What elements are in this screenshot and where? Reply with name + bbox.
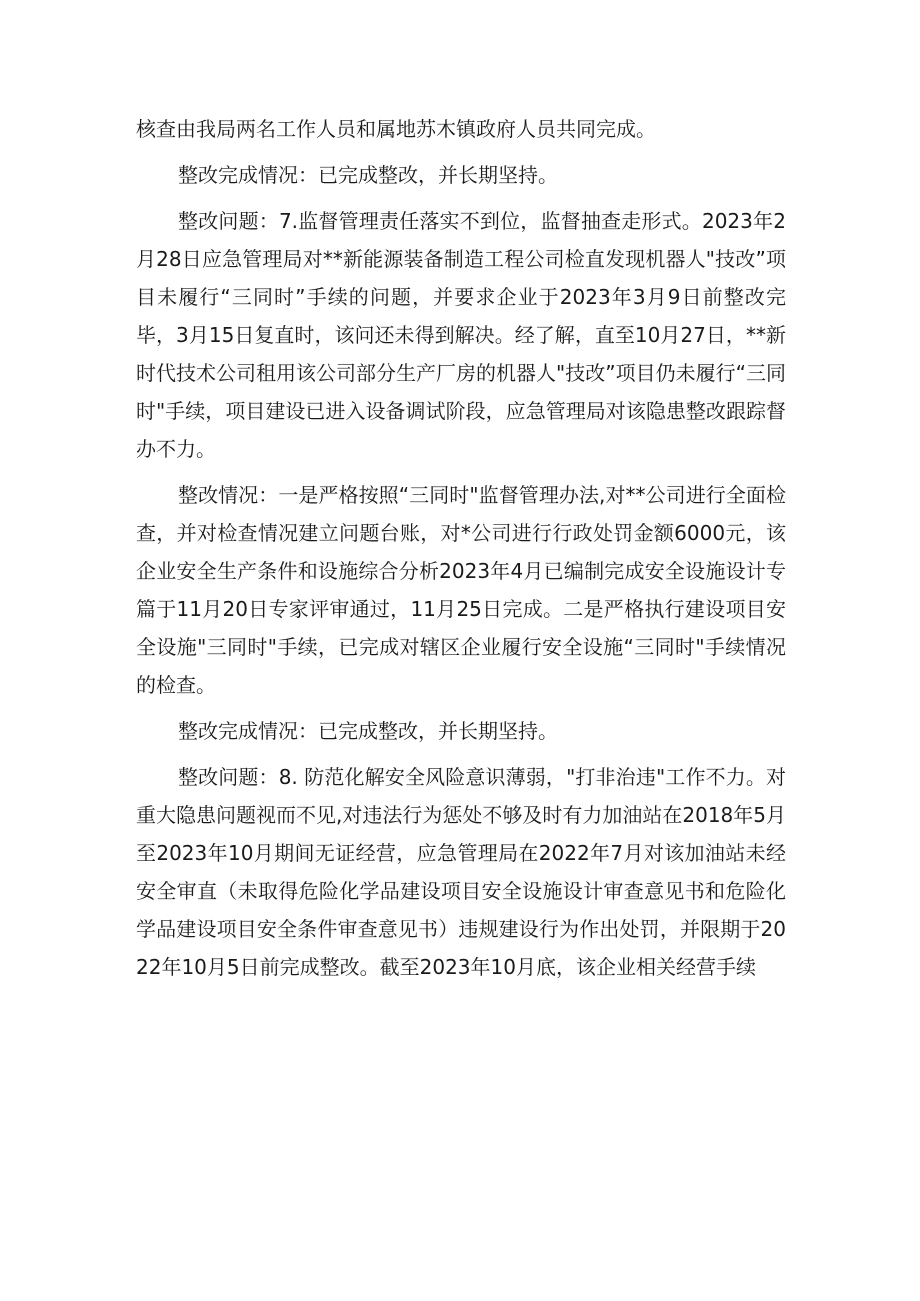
paragraph-issue-8: 整改问题：8. 防范化解安全风险意识薄弱，"打非治违"工作不力。对重大隐患问题视而不见,对违法行为惩处不够及时有力加油站在2018年5月至2023年10月期间无证经营，应急管理局在2022年7月对该加油站未经安全审直（未取得危险化学品建设项目安全设施设计审查意见书和危险化学品建设项目安全条件审查意见书）违规建设行为作出处罚，并限期于2022年10月5日前完成整改。截至2023年10月底，该企业相关经营手续 — [136, 765, 786, 979]
document-body — [136, 110, 786, 986]
paragraph-completion-status-2: 整改完成情况：已完成整改，并长期坚持。 — [178, 719, 558, 743]
paragraph-verification-note: 核查由我局两名工作人员和属地苏木镇政府人员共同完成。 — [136, 117, 656, 141]
paragraph-completion-status-1: 整改完成情况：已完成整改，并长期坚持。 — [178, 163, 558, 187]
paragraph-gap — [136, 468, 786, 476]
paragraph-issue-7: 整改问题：7.监督管理责任落实不到位，监督抽查走形式。2023年2月28日应急管理局对**新能源装备制造工程公司检直发现机器人"技改”项目未履行“三同时”手续的问题，并要求企业于2023年3月9日前整改完毕，3月15日复直时，该问还未得到解决。经了解，直至10月27日，**新时代技术公司租用该公司部分生产厂房的机器人"技改”项目仍未履行“三同时"手续，项目建设已进入设备调试阶段，应急管理局对该隐患整改跟踪督办不力。 — [136, 209, 786, 461]
paragraph-gap — [136, 148, 786, 156]
paragraph-gap — [136, 750, 786, 758]
paragraph-rectification-7: 整改情况：一是严格按照“三同时"监督管理办法,对**公司进行全面检查，并对检查情况建立问题台账，对*公司进行行政处罚金额6000元，该企业安全生产条件和设施综合分析2023年4月已编制完成安全设施设计专篇于11月20日专家评审通过，11月25日完成。二是严格执行建设项目安全设施"三同时"手续，已完成对辖区企业履行安全设施“三同时"手续情况的检查。 — [136, 483, 786, 697]
paragraph-gap — [136, 194, 786, 202]
paragraph-gap — [136, 704, 786, 712]
